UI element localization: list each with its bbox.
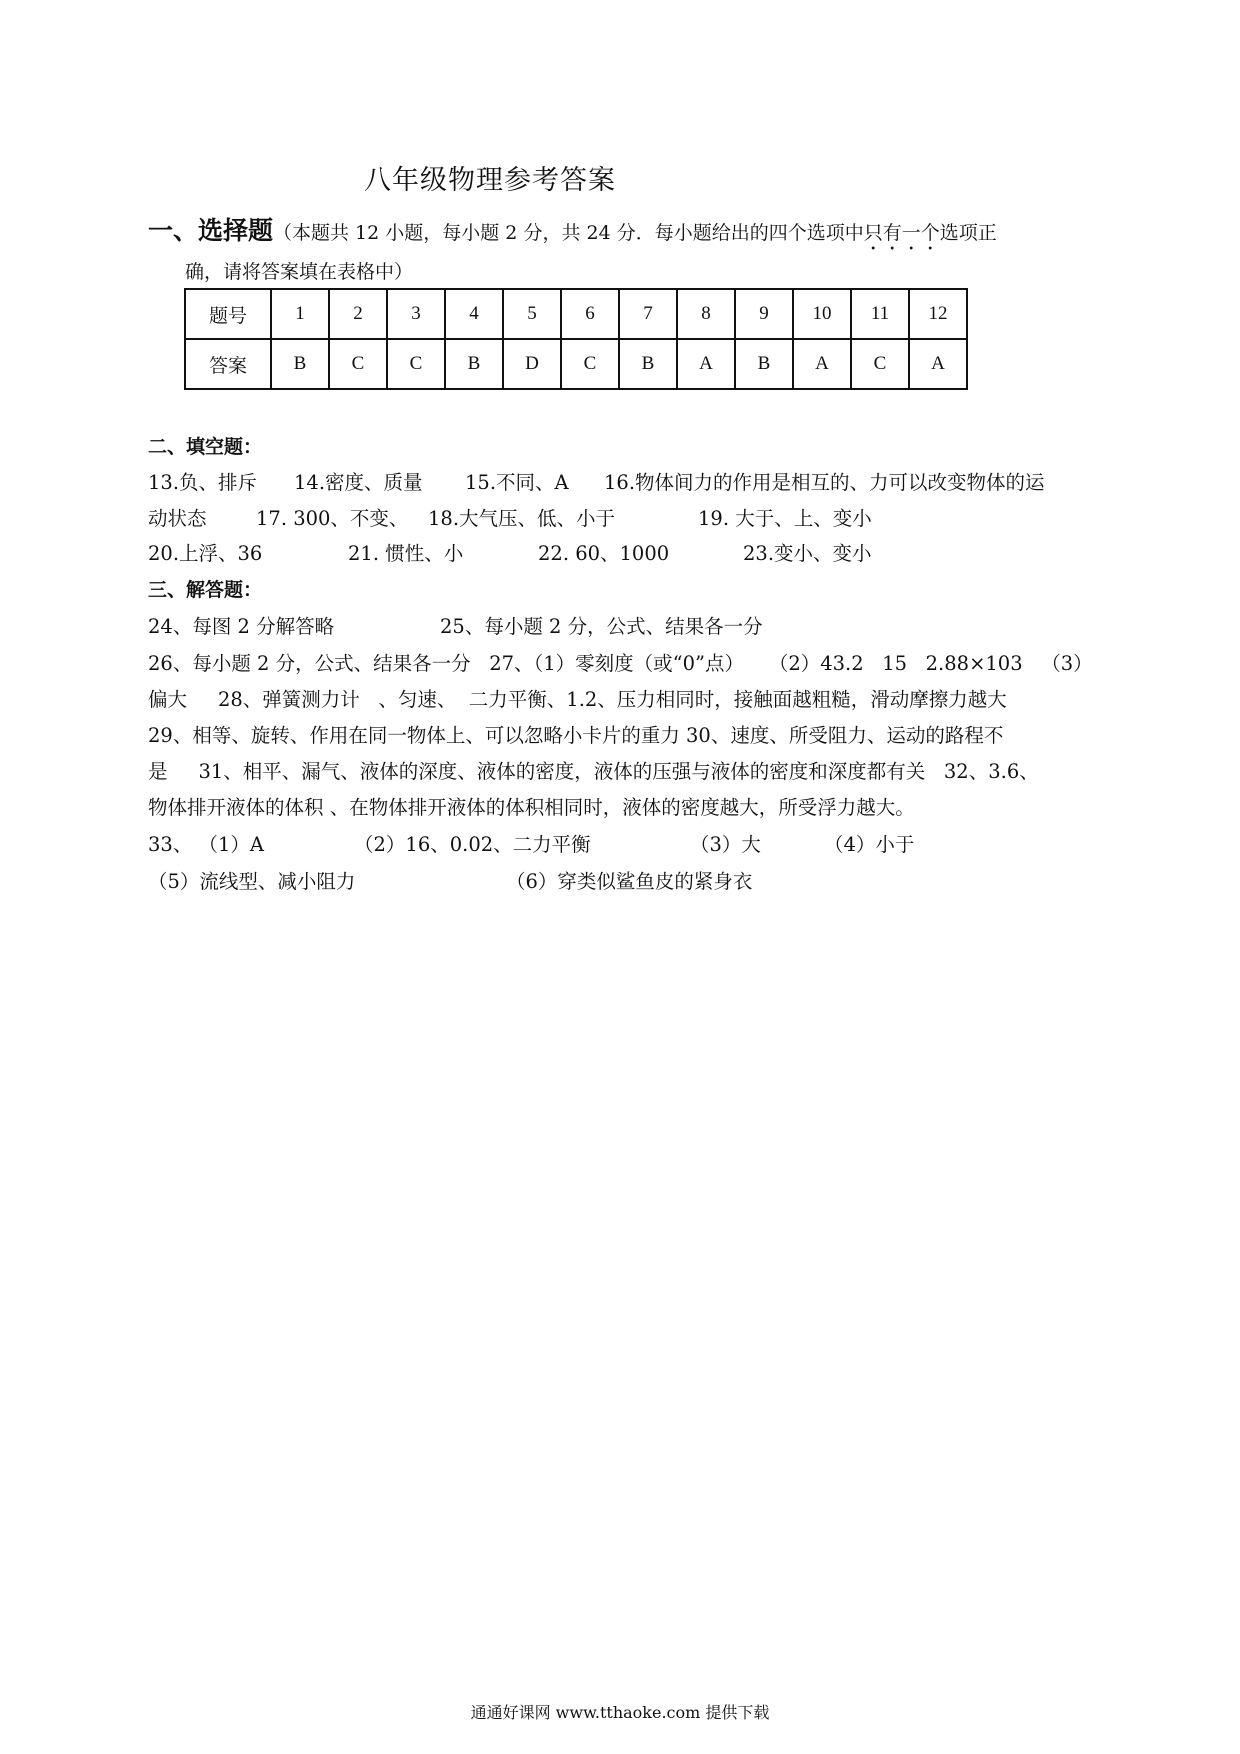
emphasis-text: 只有一个 <box>863 222 940 244</box>
table-cell: 9 <box>735 289 793 339</box>
table-cell: A <box>793 339 851 389</box>
answer-text: （6）穿类似鲨鱼皮的紧身衣 <box>506 870 753 893</box>
solve-line-2: 26、每小题 2 分，公式、结果各一分 27、（1）零刻度（或“0”点） （2）43.2 15 2.88×103 （3） <box>148 652 1093 675</box>
answer-text: 22. 60、1000 <box>538 542 670 565</box>
table-header-number: 题号 <box>185 289 271 339</box>
table-cell: 2 <box>329 289 387 339</box>
table-cell: 1 <box>271 289 329 339</box>
fill-line-2 <box>148 503 1108 531</box>
table-row-numbers <box>185 289 967 339</box>
table-row-answers <box>185 339 967 389</box>
page-title: 八年级物理参考答案 <box>364 165 616 196</box>
solve-line-8 <box>148 866 1108 894</box>
footer-text: 通通好课网 www.tthaoke.com 提供下载 <box>470 1703 770 1722</box>
section-choice-desc-end: 选项正 <box>939 222 997 244</box>
fill-line-3 <box>148 538 1108 566</box>
table-cell: B <box>619 339 677 389</box>
table-cell: 4 <box>445 289 503 339</box>
section-solve-label: 三、解答题： <box>148 579 263 601</box>
answer-text: 23.变小、变小 <box>743 542 872 565</box>
section-choice-label: 一、选择题 <box>148 216 274 245</box>
table-cell: 3 <box>387 289 445 339</box>
table-cell: 12 <box>909 289 967 339</box>
answer-text: 25、每小题 2 分，公式、结果各一分 <box>440 615 763 638</box>
answer-text: 13.负、排斥 <box>148 471 258 494</box>
answer-text: 16.物体间力的作用是相互的、力可以改变物体的运 <box>604 471 1045 494</box>
answer-text: （2）16、0.02、二力平衡 <box>354 833 591 856</box>
table-cell: C <box>387 339 445 389</box>
answer-text: 19. 大于、上、变小 <box>698 507 872 530</box>
section-choice-desc: （本题共 12 小题，每小题 2 分，共 24 分．每小题给出的四个选项中 <box>273 222 864 244</box>
table-cell: 6 <box>561 289 619 339</box>
table-cell: 11 <box>851 289 909 339</box>
answer-text: 20.上浮、36 <box>148 542 263 565</box>
solve-line-3: 偏大 28、弹簧测力计 、匀速、 二力平衡、1.2、压力相同时，接触面越粗糙，滑动摩擦力越大 <box>148 688 1007 711</box>
table-cell: D <box>503 339 561 389</box>
answer-text: 24、每图 2 分解答略 <box>148 615 335 638</box>
table-cell: B <box>271 339 329 389</box>
table-cell: C <box>561 339 619 389</box>
answer-text: （5）流线型、减小阻力 <box>148 870 356 893</box>
answer-text: 动状态 <box>148 507 207 530</box>
table-cell: A <box>909 339 967 389</box>
table-cell: 5 <box>503 289 561 339</box>
table-cell: C <box>851 339 909 389</box>
solve-line-7 <box>148 829 1108 857</box>
answer-text: 15.不同、A <box>465 471 569 494</box>
table-header-answer: 答案 <box>185 339 271 389</box>
section-choice-line1 <box>148 214 1108 255</box>
table-cell: A <box>677 339 735 389</box>
answer-table <box>184 288 968 390</box>
answer-text: 17. 300、不变、 <box>256 507 409 530</box>
table-cell: 7 <box>619 289 677 339</box>
solve-line-4: 29、相等、旋转、作用在同一物体上、可以忽略小卡片的重力 30、速度、所受阻力、运动的路程不 <box>148 724 1004 747</box>
answer-text: （3）大 <box>690 833 761 856</box>
solve-line-6: 物体排开液体的体积 、在物体排开液体的体积相同时，液体的密度越大，所受浮力越大。 <box>148 796 915 819</box>
section-fill-label: 二、填空题： <box>148 436 263 458</box>
solve-line-1 <box>148 611 1108 639</box>
table-cell: B <box>735 339 793 389</box>
answer-text: 18.大气压、低、小于 <box>428 507 616 530</box>
answer-text: 21. 惯性、小 <box>348 542 464 565</box>
section-choice-line2: 确，请将答案填在表格中） <box>185 261 414 283</box>
section-choice <box>148 214 1108 289</box>
table-cell: C <box>329 339 387 389</box>
table-cell: 10 <box>793 289 851 339</box>
answer-text: （4）小于 <box>824 833 915 856</box>
solve-line-5: 是 31、相平、漏气、液体的深度、液体的密度，液体的压强与液体的密度和深度都有关 32、3.6、 <box>148 760 1039 783</box>
answer-text: 33、 （1）A <box>148 833 265 856</box>
fill-line-1 <box>148 467 1108 495</box>
answer-text: 14.密度、质量 <box>294 471 423 494</box>
table-cell: 8 <box>677 289 735 339</box>
table-cell: B <box>445 339 503 389</box>
